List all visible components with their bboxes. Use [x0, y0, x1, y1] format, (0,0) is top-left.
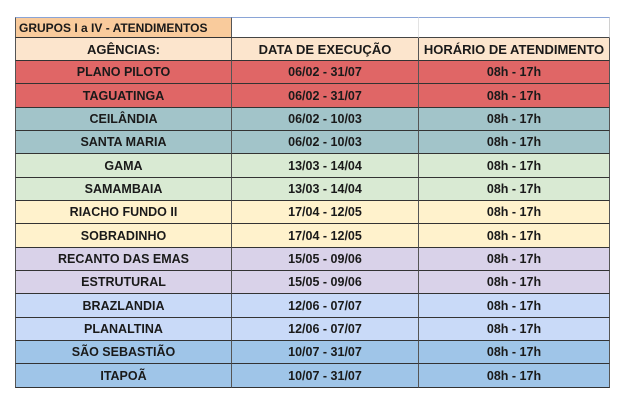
- execution-date-cell[interactable]: 06/02 - 10/03: [232, 108, 419, 131]
- table-row: [15, 271, 610, 294]
- agency-cell[interactable]: TAGUATINGA: [15, 84, 232, 107]
- execution-date-cell[interactable]: 10/07 - 31/07: [232, 364, 419, 387]
- service-hours-cell[interactable]: 08h - 17h: [419, 294, 610, 317]
- service-hours-cell[interactable]: 08h - 17h: [419, 131, 610, 154]
- agency-cell[interactable]: ITAPOÃ: [15, 364, 232, 387]
- execution-date-cell[interactable]: 10/07 - 31/07: [232, 341, 419, 364]
- table-row: [15, 84, 610, 107]
- empty-cell[interactable]: [419, 17, 610, 38]
- table-row: [15, 318, 610, 341]
- table-title-cell[interactable]: GRUPOS I a IV - ATENDIMENTOS: [15, 17, 232, 38]
- agency-cell[interactable]: ESTRUTURAL: [15, 271, 232, 294]
- execution-date-cell[interactable]: 06/02 - 31/07: [232, 61, 419, 84]
- execution-date-cell[interactable]: 17/04 - 12/05: [232, 201, 419, 224]
- agency-cell[interactable]: SOBRADINHO: [15, 224, 232, 247]
- table-row: [15, 61, 610, 84]
- table-row: [15, 294, 610, 317]
- execution-date-cell[interactable]: 06/02 - 31/07: [232, 84, 419, 107]
- service-hours-cell[interactable]: 08h - 17h: [419, 224, 610, 247]
- column-header-agencies[interactable]: AGÊNCIAS:: [15, 38, 232, 61]
- agency-cell[interactable]: PLANALTINA: [15, 318, 232, 341]
- execution-date-cell[interactable]: 06/02 - 10/03: [232, 131, 419, 154]
- execution-date-cell[interactable]: 15/05 - 09/06: [232, 271, 419, 294]
- execution-date-cell[interactable]: 15/05 - 09/06: [232, 248, 419, 271]
- column-header-execution-date[interactable]: DATA DE EXECUÇÃO: [232, 38, 419, 61]
- table-row: [15, 248, 610, 271]
- service-hours-cell[interactable]: 08h - 17h: [419, 271, 610, 294]
- header-row: [15, 38, 610, 61]
- execution-date-cell[interactable]: 17/04 - 12/05: [232, 224, 419, 247]
- service-hours-cell[interactable]: 08h - 17h: [419, 201, 610, 224]
- service-hours-cell[interactable]: 08h - 17h: [419, 84, 610, 107]
- execution-date-cell[interactable]: 13/03 - 14/04: [232, 178, 419, 201]
- table-row: [15, 341, 610, 364]
- agency-cell[interactable]: RECANTO DAS EMAS: [15, 248, 232, 271]
- title-row: [15, 17, 610, 38]
- service-hours-cell[interactable]: 08h - 17h: [419, 108, 610, 131]
- service-hours-cell[interactable]: 08h - 17h: [419, 154, 610, 177]
- execution-date-cell[interactable]: 12/06 - 07/07: [232, 294, 419, 317]
- service-hours-cell[interactable]: 08h - 17h: [419, 248, 610, 271]
- table-row: [15, 131, 610, 154]
- agency-cell[interactable]: BRAZLANDIA: [15, 294, 232, 317]
- table-row: [15, 224, 610, 247]
- table-row: [15, 178, 610, 201]
- agency-cell[interactable]: SÃO SEBASTIÃO: [15, 341, 232, 364]
- table-body: [15, 61, 610, 388]
- agency-cell[interactable]: SAMAMBAIA: [15, 178, 232, 201]
- service-hours-cell[interactable]: 08h - 17h: [419, 364, 610, 387]
- agency-cell[interactable]: CEILÂNDIA: [15, 108, 232, 131]
- table-row: [15, 108, 610, 131]
- agency-cell[interactable]: GAMA: [15, 154, 232, 177]
- agency-cell[interactable]: RIACHO FUNDO II: [15, 201, 232, 224]
- execution-date-cell[interactable]: 13/03 - 14/04: [232, 154, 419, 177]
- service-hours-cell[interactable]: 08h - 17h: [419, 61, 610, 84]
- agency-cell[interactable]: PLANO PILOTO: [15, 61, 232, 84]
- schedule-table: [15, 17, 610, 388]
- empty-cell[interactable]: [232, 17, 419, 38]
- table-row: [15, 201, 610, 224]
- service-hours-cell[interactable]: 08h - 17h: [419, 318, 610, 341]
- execution-date-cell[interactable]: 12/06 - 07/07: [232, 318, 419, 341]
- table-row: [15, 364, 610, 387]
- service-hours-cell[interactable]: 08h - 17h: [419, 178, 610, 201]
- agency-cell[interactable]: SANTA MARIA: [15, 131, 232, 154]
- service-hours-cell[interactable]: 08h - 17h: [419, 341, 610, 364]
- table-row: [15, 154, 610, 177]
- column-header-service-hours[interactable]: HORÁRIO DE ATENDIMENTO: [419, 38, 610, 61]
